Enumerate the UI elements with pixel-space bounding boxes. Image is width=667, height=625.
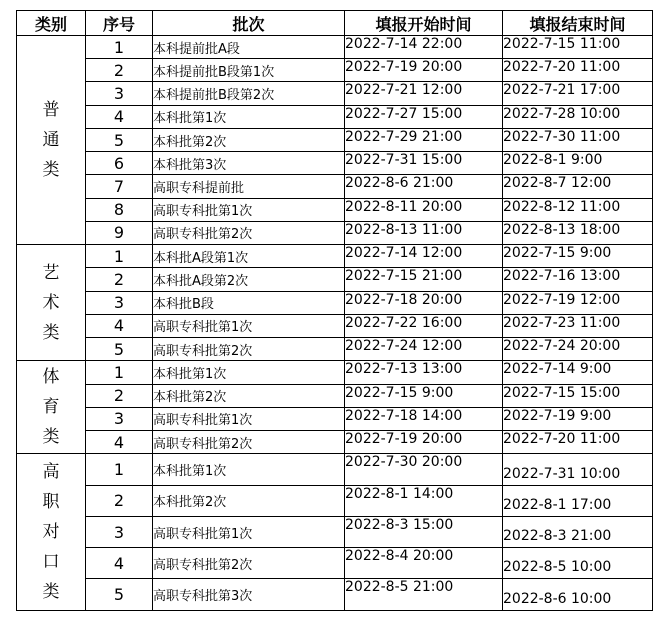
- start-time: 2022-7-22 16:00: [345, 314, 503, 337]
- end-time: 2022-7-14 9:00: [503, 361, 653, 384]
- category-label: 普 通 类: [42, 100, 60, 181]
- end-time: 2022-8-12 11:00: [503, 198, 653, 221]
- batch-name: 本科批第2次: [153, 384, 345, 407]
- start-time: 2022-7-27 15:00: [345, 105, 503, 128]
- category-cell: [17, 454, 86, 611]
- table-row: [17, 105, 653, 128]
- start-time: 2022-8-6 21:00: [345, 175, 503, 198]
- batch-name: 本科批第1次: [153, 361, 345, 384]
- batch-name: 本科批第1次: [153, 105, 345, 128]
- end-time: 2022-8-5 10:00: [503, 548, 653, 579]
- row-number: 4: [86, 430, 153, 453]
- end-time: 2022-7-20 11:00: [503, 430, 653, 453]
- row-number: 1: [86, 361, 153, 384]
- category-label: 体 育 类: [42, 367, 60, 448]
- header-end-time: 填报结束时间: [503, 11, 653, 36]
- table-row: [17, 384, 653, 407]
- batch-name: 高职专科批第1次: [153, 314, 345, 337]
- row-number: 1: [86, 36, 153, 59]
- row-number: 9: [86, 221, 153, 244]
- row-number: 3: [86, 82, 153, 105]
- row-number: 2: [86, 384, 153, 407]
- start-time: 2022-8-4 20:00: [345, 548, 503, 579]
- header-row: [17, 11, 653, 36]
- start-time: 2022-7-19 20:00: [345, 430, 503, 453]
- table-row: [17, 338, 653, 361]
- batch-name: 高职专科批第2次: [153, 548, 345, 579]
- batch-name: 高职专科批第1次: [153, 516, 345, 547]
- start-time: 2022-7-13 13:00: [345, 361, 503, 384]
- table-row: [17, 175, 653, 198]
- batch-name: 本科批A段第1次: [153, 245, 345, 268]
- row-number: 6: [86, 152, 153, 175]
- table-row: [17, 291, 653, 314]
- batch-name: 高职专科批第2次: [153, 430, 345, 453]
- end-time: 2022-8-1 9:00: [503, 152, 653, 175]
- end-time: 2022-7-19 9:00: [503, 407, 653, 430]
- table-body: [17, 36, 653, 611]
- batch-name: 高职专科批第1次: [153, 198, 345, 221]
- start-time: 2022-7-24 12:00: [345, 338, 503, 361]
- start-time: 2022-8-3 15:00: [345, 516, 503, 547]
- start-time: 2022-7-15 9:00: [345, 384, 503, 407]
- end-time: 2022-7-23 11:00: [503, 314, 653, 337]
- header-number: 序号: [86, 11, 153, 36]
- row-number: 4: [86, 548, 153, 579]
- end-time: 2022-8-1 17:00: [503, 485, 653, 516]
- batch-name: 本科批第3次: [153, 152, 345, 175]
- end-time: 2022-8-7 12:00: [503, 175, 653, 198]
- end-time: 2022-7-15 15:00: [503, 384, 653, 407]
- table-row: [17, 221, 653, 244]
- start-time: 2022-7-14 22:00: [345, 36, 503, 59]
- batch-name: 本科提前批B段第1次: [153, 59, 345, 82]
- batch-name: 本科批A段第2次: [153, 268, 345, 291]
- row-number: 8: [86, 198, 153, 221]
- batch-name: 本科批B段: [153, 291, 345, 314]
- start-time: 2022-7-31 15:00: [345, 152, 503, 175]
- batch-name: 本科批第2次: [153, 128, 345, 151]
- end-time: 2022-7-30 11:00: [503, 128, 653, 151]
- row-number: 7: [86, 175, 153, 198]
- row-number: 5: [86, 128, 153, 151]
- end-time: 2022-7-16 13:00: [503, 268, 653, 291]
- table-row: [17, 579, 653, 611]
- start-time: 2022-8-5 21:00: [345, 579, 503, 611]
- row-number: 4: [86, 314, 153, 337]
- category-cell: [17, 36, 86, 245]
- batch-name: 高职专科批第3次: [153, 579, 345, 611]
- table-row: [17, 454, 653, 485]
- header-category: 类别: [17, 11, 86, 36]
- batch-name: 高职专科批第2次: [153, 338, 345, 361]
- start-time: 2022-7-15 21:00: [345, 268, 503, 291]
- end-time: 2022-8-6 10:00: [503, 579, 653, 611]
- batch-name: 高职专科提前批: [153, 175, 345, 198]
- row-number: 1: [86, 454, 153, 485]
- batch-name: 高职专科批第2次: [153, 221, 345, 244]
- row-number: 2: [86, 268, 153, 291]
- table-row: [17, 152, 653, 175]
- table-row: [17, 516, 653, 547]
- start-time: 2022-7-21 12:00: [345, 82, 503, 105]
- end-time: 2022-7-15 9:00: [503, 245, 653, 268]
- row-number: 3: [86, 407, 153, 430]
- start-time: 2022-7-18 14:00: [345, 407, 503, 430]
- batch-name: 高职专科批第1次: [153, 407, 345, 430]
- table-row: [17, 128, 653, 151]
- start-time: 2022-8-11 20:00: [345, 198, 503, 221]
- batch-name: 本科提前批B段第2次: [153, 82, 345, 105]
- start-time: 2022-7-30 20:00: [345, 454, 503, 485]
- row-number: 5: [86, 338, 153, 361]
- table-row: [17, 361, 653, 384]
- schedule-table: [16, 10, 653, 611]
- row-number: 5: [86, 579, 153, 611]
- start-time: 2022-7-19 20:00: [345, 59, 503, 82]
- row-number: 1: [86, 245, 153, 268]
- start-time: 2022-7-29 21:00: [345, 128, 503, 151]
- table-row: [17, 268, 653, 291]
- header-batch: 批次: [153, 11, 345, 36]
- table-row: [17, 407, 653, 430]
- end-time: 2022-7-21 17:00: [503, 82, 653, 105]
- row-number: 3: [86, 291, 153, 314]
- row-number: 2: [86, 485, 153, 516]
- end-time: 2022-7-20 11:00: [503, 59, 653, 82]
- table-row: [17, 198, 653, 221]
- category-label: 高 职 对 口 类: [42, 462, 60, 603]
- batch-name: 本科批第2次: [153, 485, 345, 516]
- table-row: [17, 82, 653, 105]
- category-label: 艺 术 类: [42, 262, 60, 343]
- table-row: [17, 548, 653, 579]
- end-time: 2022-7-15 11:00: [503, 36, 653, 59]
- end-time: 2022-7-28 10:00: [503, 105, 653, 128]
- category-cell: [17, 245, 86, 361]
- batch-name: 本科批第1次: [153, 454, 345, 485]
- category-cell: [17, 361, 86, 454]
- header-start-time: 填报开始时间: [345, 11, 503, 36]
- end-time: 2022-8-13 18:00: [503, 221, 653, 244]
- row-number: 3: [86, 516, 153, 547]
- table-row: [17, 59, 653, 82]
- end-time: 2022-7-24 20:00: [503, 338, 653, 361]
- table-header: [17, 11, 653, 36]
- table-row: [17, 485, 653, 516]
- start-time: 2022-8-1 14:00: [345, 485, 503, 516]
- start-time: 2022-8-13 11:00: [345, 221, 503, 244]
- end-time: 2022-7-19 12:00: [503, 291, 653, 314]
- batch-name: 本科提前批A段: [153, 36, 345, 59]
- table-row: [17, 430, 653, 453]
- table-row: [17, 314, 653, 337]
- end-time: 2022-7-31 10:00: [503, 454, 653, 485]
- table-row: [17, 245, 653, 268]
- row-number: 2: [86, 59, 153, 82]
- end-time: 2022-8-3 21:00: [503, 516, 653, 547]
- start-time: 2022-7-18 20:00: [345, 291, 503, 314]
- row-number: 4: [86, 105, 153, 128]
- start-time: 2022-7-14 12:00: [345, 245, 503, 268]
- table-row: [17, 36, 653, 59]
